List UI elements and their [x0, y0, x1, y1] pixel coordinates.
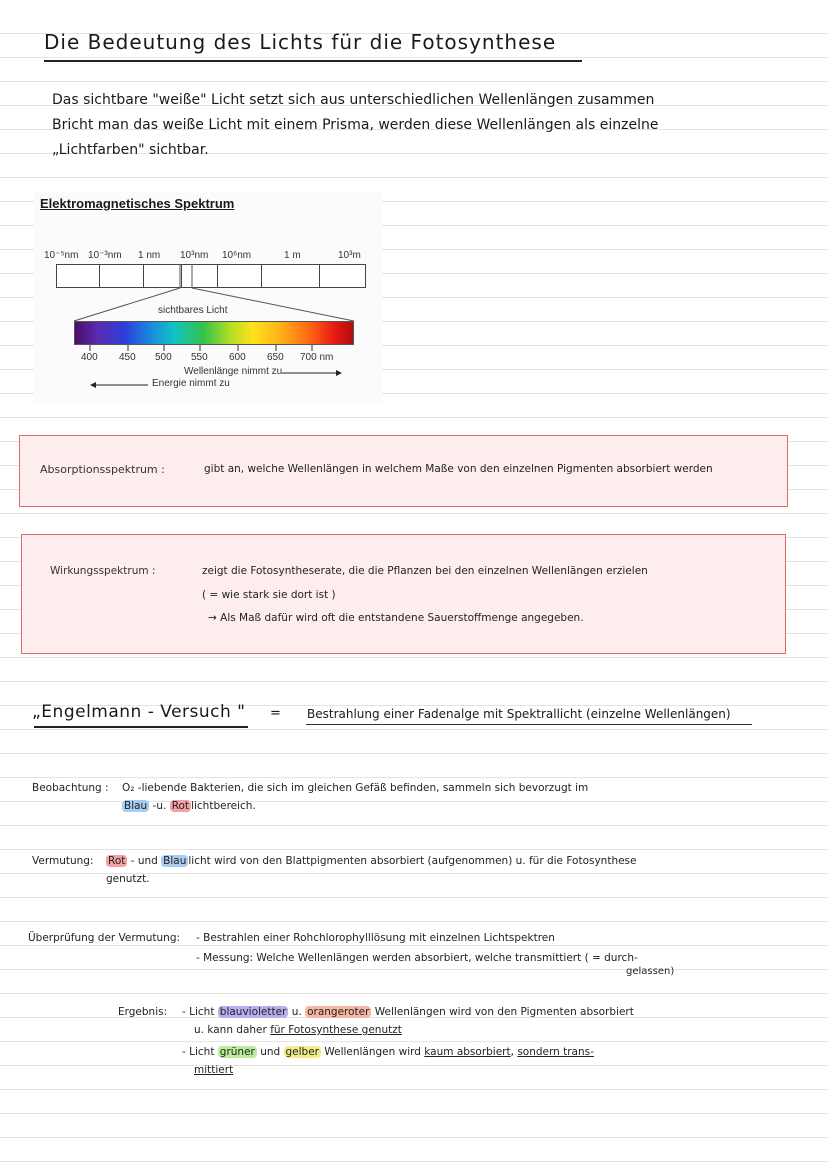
- ergebnis-line-4: [194, 1061, 233, 1079]
- highlight-red: Rot: [171, 800, 190, 812]
- scale-label: 1 nm: [138, 250, 161, 261]
- ergebnis-label: Ergebnis:: [118, 1006, 168, 1018]
- scale-label: 1 m: [284, 250, 301, 261]
- engelmann-equals: =: [270, 706, 281, 721]
- energy-label: Energie nimmt zu: [152, 378, 230, 389]
- spectrum-figure: [34, 192, 382, 404]
- highlight-green: grüner: [219, 1046, 255, 1058]
- wavelength-tick: 500: [155, 352, 172, 363]
- scale-label: 10³m: [338, 250, 361, 261]
- intro-line-1: Das sichtbare "weiße" Licht setzt sich aus unterschiedlichen Wellenlängen zusammen: [52, 92, 655, 108]
- highlight-red: Rot: [108, 855, 126, 867]
- spectrum-title: Elektromagnetisches Spektrum: [40, 196, 235, 211]
- ergebnis-text: ,: [510, 1046, 518, 1058]
- wavelength-tick: 450: [119, 352, 136, 363]
- engelmann-definition-underline: [306, 724, 752, 725]
- highlight-blue: Blau: [124, 800, 148, 812]
- ergebnis-text: Wellenlängen wird: [321, 1046, 425, 1058]
- ergebnis-text: u. kann daher: [194, 1024, 271, 1036]
- beobachtung-label: Beobachtung :: [32, 782, 109, 794]
- vermutung-label: Vermutung:: [32, 855, 94, 867]
- engelmann-title: „Engelmann - Versuch ": [32, 702, 246, 722]
- vermutung-rest: licht wird von den Blattpigmenten absorbiert (aufgenommen) u. für die Fotosynthese: [188, 855, 637, 867]
- ergebnis-text: u.: [288, 1006, 306, 1018]
- vermutung-line-1: [106, 852, 637, 870]
- highlight-violet: blauvioletter: [219, 1006, 287, 1018]
- absorption-box: [19, 435, 788, 507]
- intro-line-3: „Lichtfarben" sichtbar.: [52, 142, 209, 158]
- ergebnis-line-1: [182, 1003, 634, 1021]
- scale-label: 10⁻³nm: [88, 250, 122, 261]
- visible-spectrum-bar: [74, 321, 354, 345]
- ergebnis-text: Wellenlängen wird von den Pigmenten absorbiert: [371, 1006, 634, 1018]
- scale-label: 10⁶nm: [222, 250, 252, 261]
- wirkung-label: Wirkungsspektrum :: [50, 565, 156, 577]
- wavelength-tick: 600: [229, 352, 246, 363]
- ergebnis-line-2: [194, 1021, 402, 1039]
- ergebnis-text: - Licht: [182, 1046, 218, 1058]
- wavelength-tick: 400: [81, 352, 98, 363]
- ergebnis-text: und: [256, 1046, 284, 1058]
- ergebnis-text: - Licht: [182, 1006, 218, 1018]
- highlight-yellow: gelber: [285, 1046, 319, 1058]
- ergebnis-underlined: mittiert: [194, 1064, 234, 1076]
- vermutung-line-2: genutzt.: [106, 873, 150, 885]
- engelmann-definition: Bestrahlung einer Fadenalge mit Spektrallicht (einzelne Wellenlängen): [307, 707, 731, 721]
- beobachtung-line-1: O₂ -liebende Bakterien, die sich im gleichen Gefäß befinden, sammeln sich bevorzugt im: [122, 782, 589, 794]
- beobachtung-end: lichtbereich.: [191, 800, 256, 812]
- page-title: Die Bedeutung des Lichts für die Fotosynthese: [44, 30, 557, 54]
- intro-paragraph: [52, 88, 812, 163]
- engelmann-underline: [34, 726, 248, 728]
- title-underline: [44, 60, 582, 62]
- scale-label: 10⁻⁵nm: [44, 250, 79, 261]
- highlight-orange: orangeroter: [307, 1006, 370, 1018]
- ueberpruefung-item-2: - Messung: Welche Wellenlängen werden absorbiert, welche transmittiert ( = durch-: [196, 952, 638, 964]
- highlight-blue: Blau: [163, 855, 187, 867]
- ueberpruefung-item-2-cont: gelassen): [626, 966, 675, 977]
- ergebnis-underlined: für Fotosynthese genutzt: [270, 1024, 402, 1036]
- wavelength-label: Wellenlänge nimmt zu: [184, 366, 283, 377]
- ueberpruefung-label: Überprüfung der Vermutung:: [28, 932, 181, 944]
- ergebnis-line-3: [182, 1043, 594, 1061]
- intro-line-2: Bricht man das weiße Licht mit einem Prisma, werden diese Wellenlängen als einzelne: [52, 117, 659, 133]
- ueberpruefung-item-1: - Bestrahlen einer Rohchlorophylllösung mit einzelnen Lichtspektren: [196, 932, 555, 944]
- wirkung-line-1: zeigt die Fotosyntheserate, die die Pflanzen bei den einzelnen Wellenlängen erzielen: [202, 565, 648, 577]
- scale-label: 10³nm: [180, 250, 209, 261]
- wirkung-box: [21, 534, 786, 654]
- wavelength-tick: 700 nm: [300, 352, 334, 363]
- wavelength-tick: 550: [191, 352, 208, 363]
- ergebnis-underlined: kaum absorbiert: [424, 1046, 511, 1058]
- visible-light-label: sichtbares Licht: [158, 305, 228, 316]
- absorption-label: Absorptionsspektrum :: [40, 463, 165, 476]
- beobachtung-line-2: [122, 797, 256, 815]
- wirkung-line-2: ( = wie stark sie dort ist ): [202, 589, 336, 601]
- wirkung-line-3: → Als Maß dafür wird oft die entstandene Sauerstoffmenge angegeben.: [208, 612, 584, 624]
- vermutung-connector: - und: [127, 855, 162, 867]
- absorption-text: gibt an, welche Wellenlängen in welchem Maße von den einzelnen Pigmenten absorbiert werden: [204, 463, 713, 475]
- beobachtung-connector: -u.: [149, 800, 170, 812]
- ergebnis-underlined: sondern trans-: [517, 1046, 594, 1058]
- wavelength-tick: 650: [267, 352, 284, 363]
